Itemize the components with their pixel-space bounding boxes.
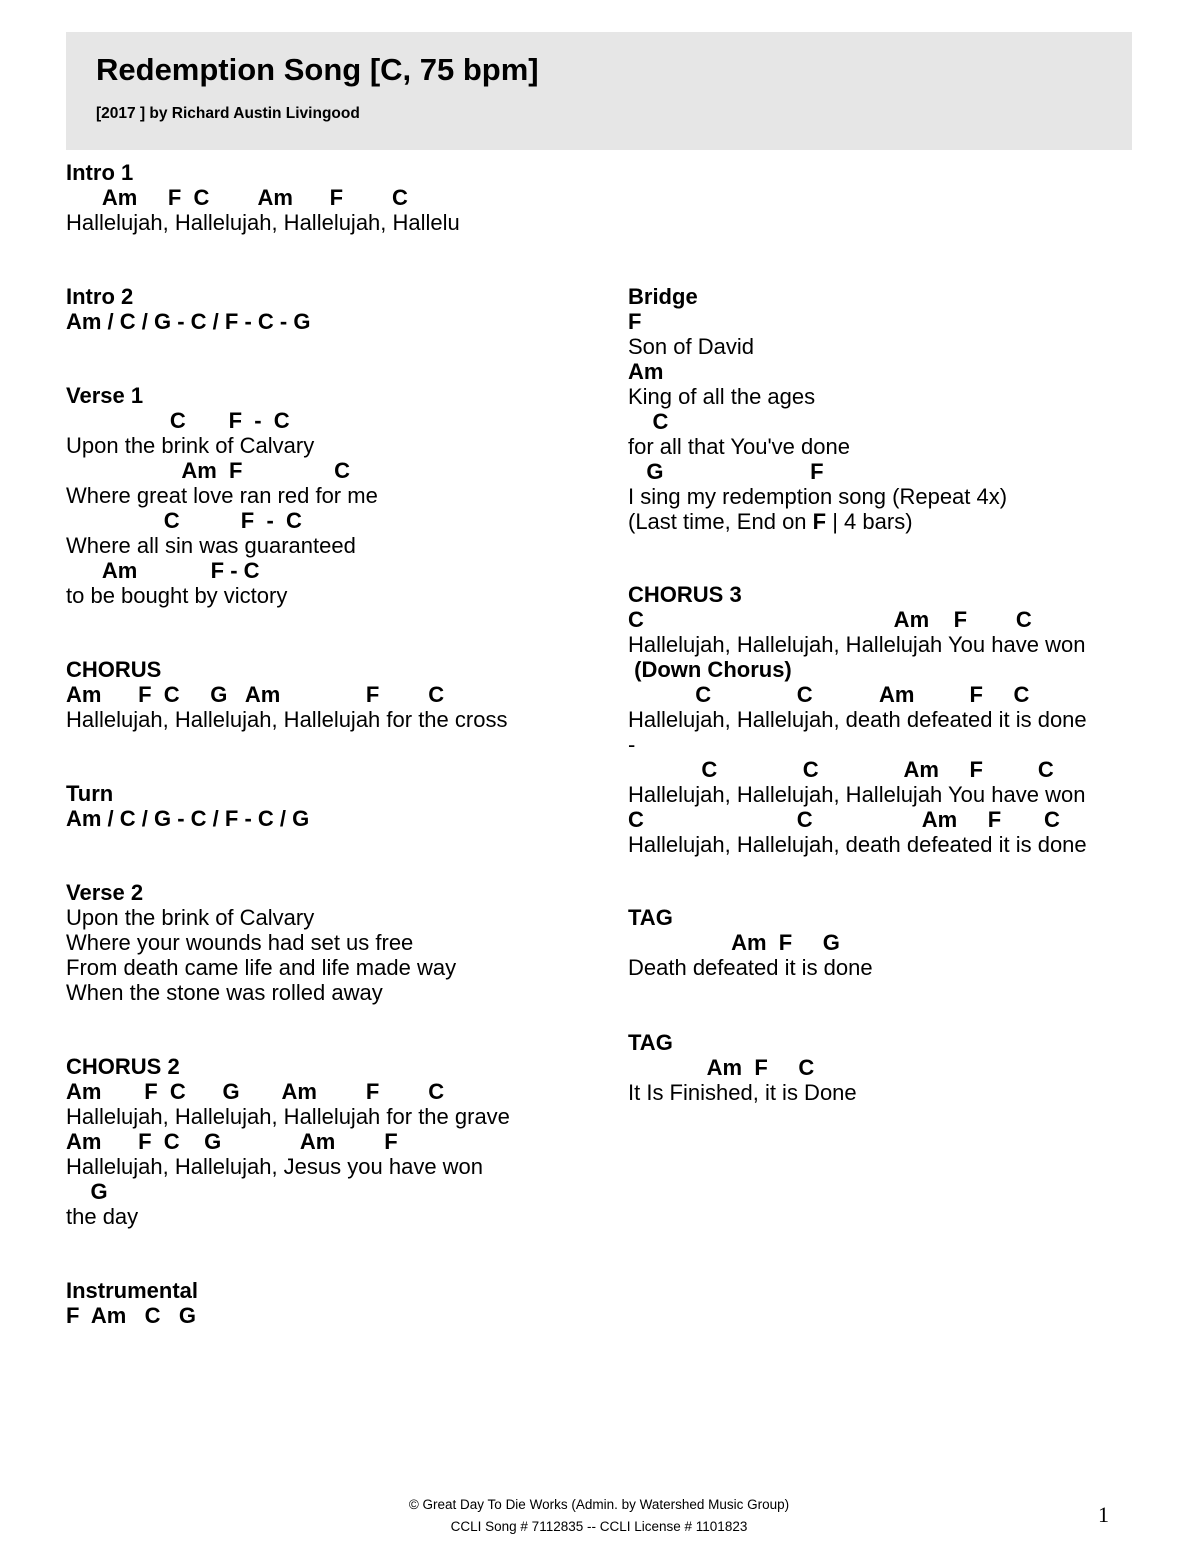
lyric-line: Hallelujah, Hallelujah, Hallelujah for the grave [66, 1104, 510, 1129]
lyric-line: Hallelujah, Hallelujah, death defeated it is done [628, 832, 1087, 857]
lyric-line: for all that You've done [628, 434, 850, 459]
chord-line: Am / C / G - C / F - C - G [66, 309, 311, 334]
lyric-line: Upon the brink of Calvary [66, 905, 315, 930]
lyric-line: Hallelujah, Hallelujah, death defeated it is done [628, 707, 1087, 732]
chord-line: C C Am F C [628, 682, 1030, 707]
lyric-line: When the stone was rolled away [66, 980, 383, 1005]
song-section [628, 1030, 857, 1105]
chord-line: C [628, 409, 669, 434]
song-section [628, 582, 1087, 857]
chord-line: Am F C G Am F C [66, 1079, 445, 1104]
lyric-line: Death defeated it is done [628, 955, 873, 980]
song-title: Redemption Song [C, 75 bpm] [96, 52, 539, 87]
lyric-line: Where all sin was guaranteed [66, 533, 356, 558]
lyric-line: Hallelujah, Hallelujah, Jesus you have won [66, 1154, 484, 1179]
section-heading: CHORUS 2 [66, 1054, 180, 1079]
chord-line: G [66, 1179, 108, 1204]
copyright-footer [0, 1494, 1198, 1538]
section-heading: CHORUS 3 [628, 582, 742, 607]
song-section [66, 160, 460, 235]
chord-line: (Down Chorus) [628, 657, 792, 682]
section-heading: TAG [628, 1030, 673, 1055]
lyric-line: Where great love ran red for me [66, 483, 378, 508]
page-number: 1 [1098, 1502, 1109, 1527]
chord-line: Am [628, 359, 664, 384]
song-section [66, 880, 456, 1005]
chord-line: C C Am F C [628, 757, 1054, 782]
lyric-line: Hallelujah, Hallelujah, Hallelujah, Hallelu [66, 210, 460, 235]
lyric-line: Hallelujah, Hallelujah, Hallelujah You have won [628, 782, 1086, 807]
chord-line: C C Am F C [628, 807, 1060, 832]
section-heading: CHORUS [66, 657, 162, 682]
chord-line: G F [628, 459, 824, 484]
lyric-line: It Is Finished, it is Done [628, 1080, 857, 1105]
copyright-line: © Great Day To Die Works (Admin. by Watershed Music Group) [408, 1497, 790, 1512]
chord-line: C F - C [66, 508, 302, 533]
chord-line: Am / C / G - C / F - C / G [66, 806, 310, 831]
lyric-line: the day [66, 1204, 139, 1229]
song-section [628, 284, 1007, 534]
section-heading: Verse 1 [66, 383, 144, 408]
song-section [66, 284, 310, 334]
title-banner [66, 32, 1132, 150]
lyric-line: Hallelujah, Hallelujah, Hallelujah You have won [628, 632, 1086, 657]
section-heading: Verse 2 [66, 880, 144, 905]
chord-line: F [628, 309, 642, 334]
lyric-line: King of all the ages [628, 384, 816, 409]
ccli-line: CCLI Song # 7112835 -- CCLI License # 1101823 [450, 1519, 748, 1534]
chord-line: Am F - C [66, 558, 260, 583]
chord-line: F Am C G [66, 1303, 196, 1328]
lyric-line: - [628, 732, 636, 757]
chord-line: Am F C G Am F [66, 1129, 398, 1154]
song-section [66, 1278, 198, 1328]
song-section [66, 657, 507, 732]
song-section [628, 905, 873, 980]
section-heading: Bridge [628, 284, 698, 309]
chord-line: Am F C [628, 1055, 815, 1080]
section-heading: Instrumental [66, 1278, 199, 1303]
chord-line: Am F G [628, 930, 840, 955]
chord-line: C F - C [66, 408, 290, 433]
lyric-line: Where your wounds had set us free [66, 930, 414, 955]
chord-line: Am F C G Am F C [66, 682, 445, 707]
song-section [66, 781, 309, 831]
chord-line: Am F C Am F C [66, 185, 408, 210]
song-section [66, 1054, 510, 1229]
lyric-line: Upon the brink of Calvary [66, 433, 315, 458]
chord-line: C Am F C [628, 607, 1032, 632]
section-heading: Turn [66, 781, 114, 806]
chord-line: Am F C [66, 458, 351, 483]
lyric-line: Son of David [628, 334, 754, 359]
song-byline: [2017 ] by Richard Austin Livingood [96, 105, 360, 122]
section-heading: Intro 1 [66, 160, 134, 185]
lyric-line: to be bought by victory [66, 583, 288, 608]
lyric-line: From death came life and life made way [66, 955, 457, 980]
lyric-line: I sing my redemption song (Repeat 4x) [628, 484, 1008, 509]
lyric-line: (Last time, End on F | 4 bars) [628, 509, 913, 534]
song-section [66, 383, 378, 608]
section-heading: Intro 2 [66, 284, 134, 309]
lyric-line: Hallelujah, Hallelujah, Hallelujah for the cross [66, 707, 508, 732]
section-heading: TAG [628, 905, 673, 930]
